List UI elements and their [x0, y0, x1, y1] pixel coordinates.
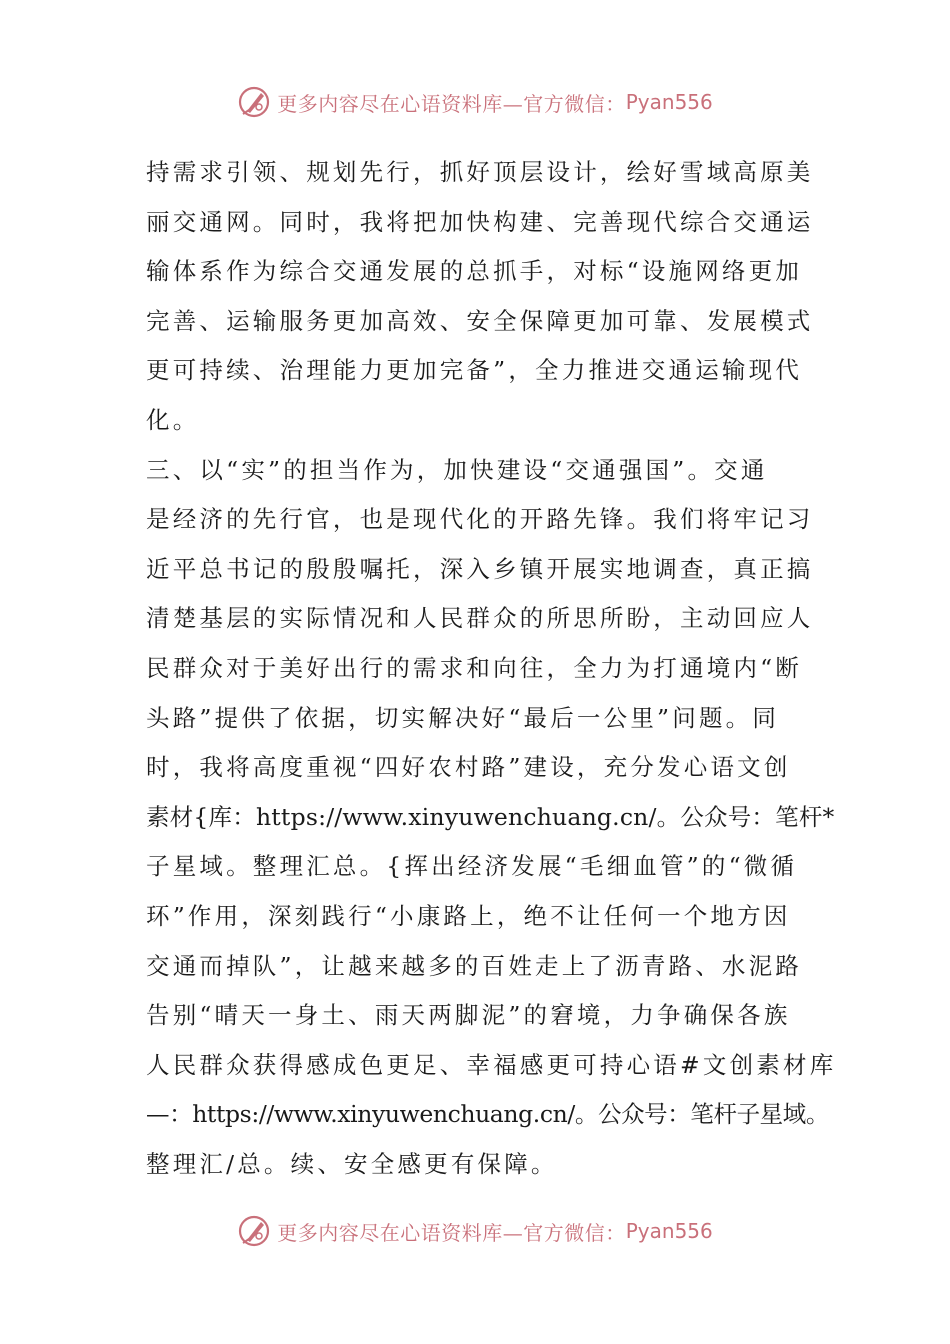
text-line: 近平总书记的殷殷嘱托，深入乡镇开展实地调查，真正搞 [146, 554, 814, 583]
text-line: 持需求引领、规划先行，抓好顶层设计，绘好雪域高原美 [146, 158, 814, 186]
text-line: 环”作用，深刻践行“小康路上，绝不让任何一个地方因 [146, 901, 791, 930]
text-line: 更可持续、治理能力更加完备”，全力推进交通运输现代 [146, 356, 803, 385]
wechat-id: Pyan556 [625, 90, 713, 114]
quill-logo-icon [237, 85, 271, 119]
text-line: 子星域。整理汇总。{挥出经济发展“毛细血管”的“微循 [146, 852, 798, 881]
text-line: 人民群众获得感成色更足、幸福感更可持心语#文创素材库 [146, 1050, 837, 1079]
text-line: 三、以“实”的担当作为，加快建设“交通强国”。交通 [146, 455, 768, 484]
header-banner [0, 82, 950, 122]
footer-banner [0, 1211, 950, 1251]
text-line: —：https://www.xinyuwenchuang.cn/。公众号：笔杆子星域。 [146, 1100, 829, 1129]
text-line: 整理汇/总。续、安全感更有保障。 [146, 1149, 558, 1178]
text-line: 时，我将高度重视“四好农村路”建设，充分发心语文创 [146, 753, 791, 782]
document-body [146, 148, 836, 1189]
text-line: 输体系作为综合交通发展的总抓手，对标“设施网络更加 [146, 257, 803, 286]
text-line: 丽交通网。同时，我将把加快构建、完善现代综合交通运 [146, 207, 814, 236]
text-line: 交通而掉队”，让越来越多的百姓走上了沥青路、水泥路 [146, 951, 803, 980]
banner-text: 更多内容尽在心语资料库—官方微信： [277, 1220, 626, 1245]
text-line: 是经济的先行官，也是现代化的开路先锋。我们将牢记习 [146, 505, 814, 534]
wechat-id: Pyan556 [625, 1219, 713, 1243]
text-line: 完善、运输服务更加高效、安全保障更加可靠、发展模式 [146, 306, 814, 335]
text-line: 告别“晴天一身土、雨天两脚泥”的窘境，力争确保各族 [146, 1001, 791, 1030]
text-line: 民群众对于美好出行的需求和向往，全力为打通境内“断 [146, 653, 803, 682]
quill-logo-icon [237, 1214, 271, 1248]
banner-text: 更多内容尽在心语资料库—官方微信： [277, 91, 626, 116]
text-line: 清楚基层的实际情况和人民群众的所思所盼，主动回应人 [146, 604, 814, 633]
text-line: 头路”提供了依据，切实解决好“最后一公里”问题。同 [146, 703, 780, 732]
text-line: 素材{库：https://www.xinyuwenchuang.cn/。公众号：笔杆* [146, 802, 835, 831]
text-line: 化。 [146, 405, 200, 434]
